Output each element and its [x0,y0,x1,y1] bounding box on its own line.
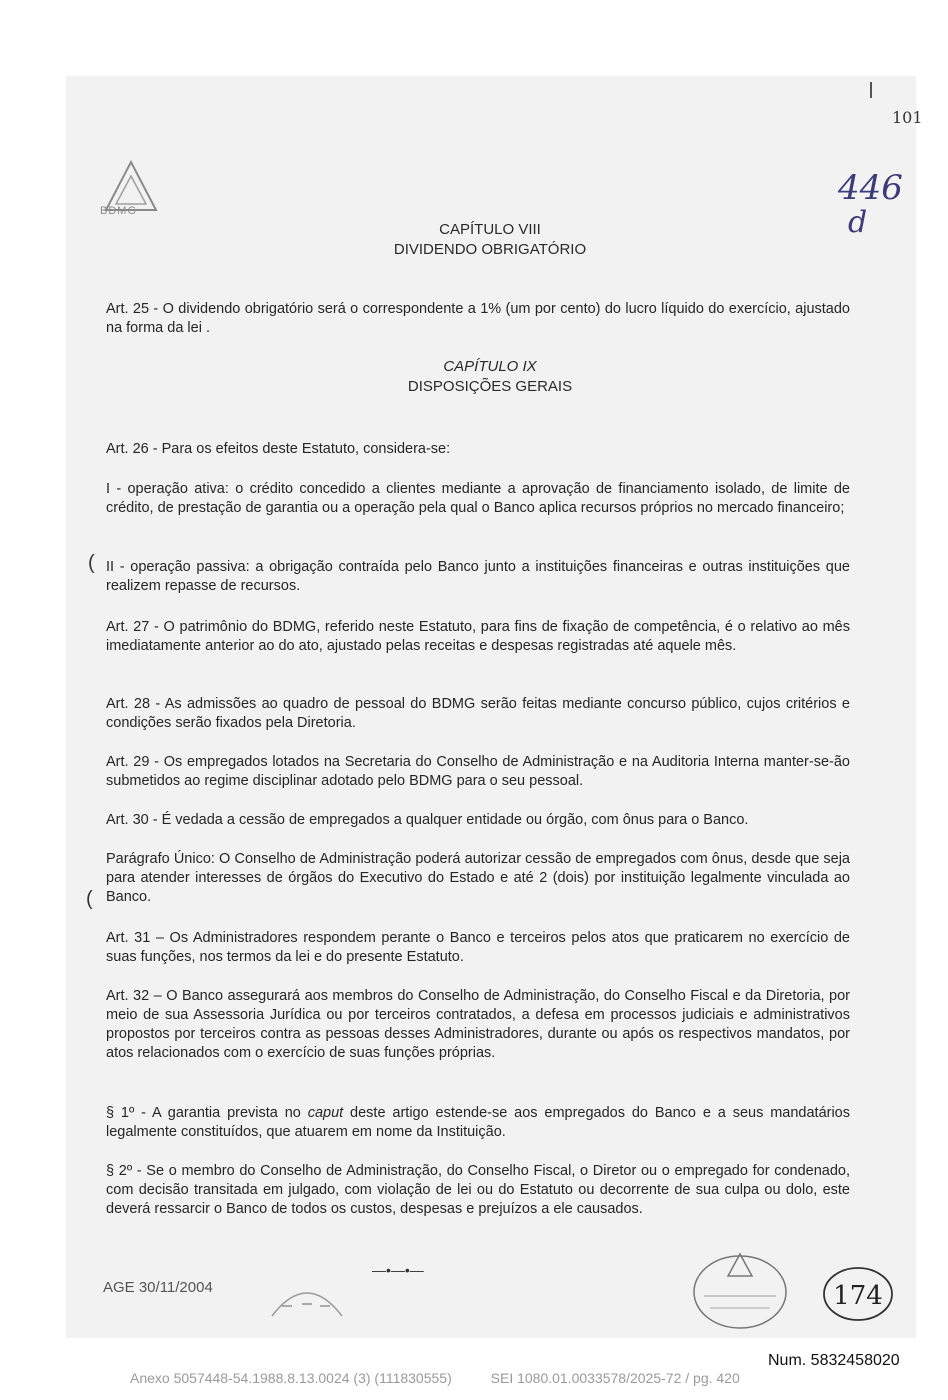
paragraph-1-caput: caput [307,1105,344,1121]
article-31: Art. 31 – Os Administradores respondem perante o Banco e terceiros pelos atos que praticarem no exercício de suas funções, nos termos da lei e do presente Estatuto. [106,930,850,965]
age-date: AGE 30/11/2004 [103,1279,213,1296]
chapter-8-subtitle: DIVIDENDO OBRIGATÓRIO [393,241,587,258]
article-30: Art. 30 - É vedada a cessão de empregados a qualquer entidade ou órgão, com ônus para o Banco. [106,812,749,828]
article-32-paragraph-1 [106,1104,850,1142]
chapter-8-title: CAPÍTULO VIII [439,221,541,238]
article-26: Art. 26 - Para os efeitos deste Estatuto, considera-se: [106,441,451,457]
margin-bracket-2: ( [86,888,93,910]
corner-number: 101 [892,108,923,127]
handwritten-mark: d [848,205,868,240]
annex-footer: Anexo 5057448-54.1988.8.13.0024 (3) (111830555) SEI 1080.01.0033578/2025-72 / pg. 420 [130,1370,740,1386]
article-32-paragraph-2: § 2º - Se o membro do Conselho de Administração, do Conselho Fiscal, o Diretor ou o empregado for condenado, com decisão transitada em julgado, com violação de lei ou do Estatuto ou decorrente de sua culpa ou dolo, este deverá ressarcir o Banco de todos os custos, despesas e prejuízos a ele causados. [106,1163,850,1217]
margin-bracket: ( [88,552,95,574]
chapter-9-title: CAPÍTULO IX [443,358,537,375]
article-32: Art. 32 – O Banco assegurará aos membros do Conselho de Administração, do Conselho Fiscal e da Diretoria, por meio de sua Assessoria Jurídica ou por terceiros contratados, a defesa em processos judiciais e administrativos propostos por terceiros contra as pessoas desses Administradores, durante ou após os respectivos mandatos, por atos relacionados com o exercício de suas funções próprias. [106,988,850,1061]
stamp-number: 174 [833,1281,883,1311]
end-separator: —•—•— [372,1262,424,1278]
paragraph-1-text-after: deste artigo estende-se aos empregados do Banco e a seus mandatários legalmente constituídos, que atuarem em nome da Instituição. [106,1105,850,1140]
paragraph-1-text-before: § 1º - A garantia prevista no [106,1105,308,1121]
handwritten-page-stamp [820,1264,896,1324]
chapter-8-heading [300,220,680,260]
article-29: Art. 29 - Os empregados lotados na Secretaria do Conselho de Administração e na Auditoria Interna manter-se-ão submetidos ao regime disciplinar adotado pelo BDMG para o seu pessoal. [106,754,850,789]
handwritten-page-number: 446 [838,168,903,208]
logo-text: BDMG [100,205,137,217]
article-30-sole-paragraph: Parágrafo Único: O Conselho de Administração poderá autorizar cessão de empregados com ônus, desde que seja para atender interesses de órgãos do Executivo do Estado e até 2 (dois) por instituição legalmente vinculada ao Banco. [106,851,850,905]
article-27: Art. 27 - O patrimônio do BDMG, referido neste Estatuto, para fins de fixação de competência, é o relativo ao mês imediatamente anterior ao do ato, ajustado pelas receitas e despesas registradas até aquele mês. [106,619,850,654]
article-28: Art. 28 - As admissões ao quadro de pessoal do BDMG serão feitas mediante concurso público, cujos critérios e condições serão fixados pela Diretoria. [106,696,850,731]
article-26-item-1: I - operação ativa: o crédito concedido a clientes mediante a aprovação de financiamento isolado, de limite de crédito, de prestação de garantia ou a operação pela qual o Banco aplica recursos próprios no mercado financeiro; [106,481,850,516]
document-number: Num. 5832458020 [768,1352,900,1369]
margin-mark [870,82,872,98]
article-25: Art. 25 - O dividendo obrigatório será o correspondente a 1% (um por cento) do lucro líquido do exercício, ajustado na forma da lei . [106,301,850,336]
chapter-9-subtitle: DISPOSIÇÕES GERAIS [407,378,573,395]
chapter-9-heading [300,357,680,397]
round-seal-icon [690,1248,790,1332]
small-stamp-icon [262,1276,352,1320]
article-26-item-2: II - operação passiva: a obrigação contraída pelo Banco junto a instituições financeiras e outras instituições que realizem repasse de recursos. [106,559,850,594]
